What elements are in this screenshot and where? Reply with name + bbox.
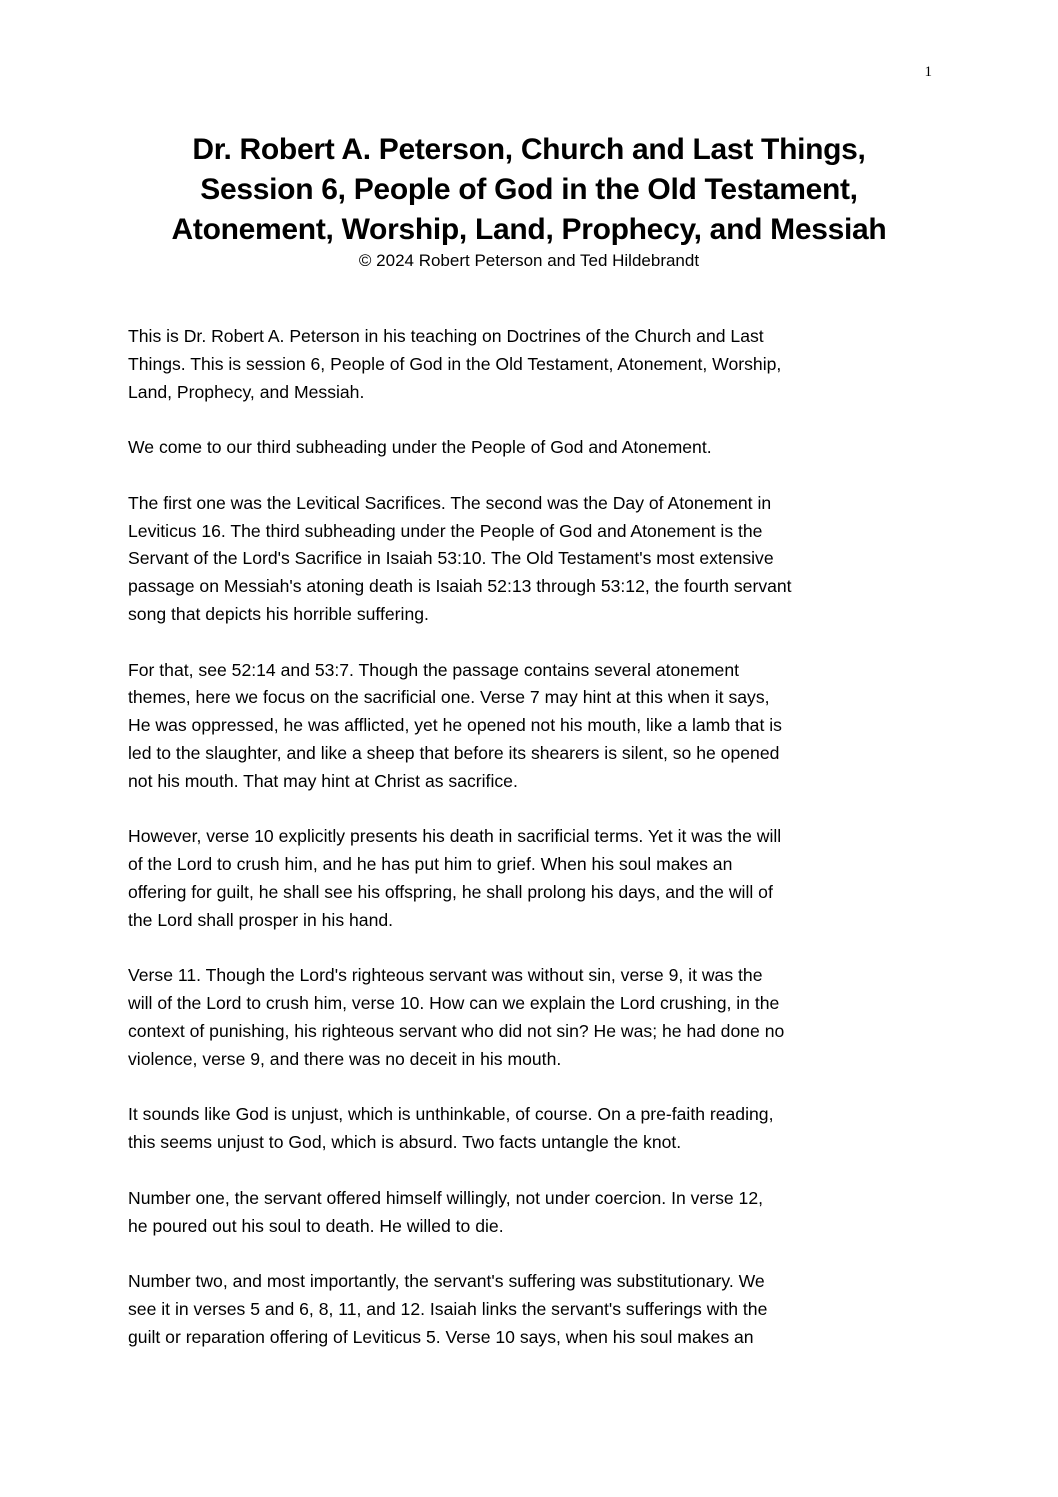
- text-line: It sounds like God is unjust, which is unthinkable, of course. On a pre-faith reading,: [128, 1104, 774, 1125]
- document-body: [128, 323, 928, 1379]
- document-header: [110, 130, 948, 272]
- text-line: guilt or reparation offering of Leviticus 5. Verse 10 says, when his soul makes an: [128, 1326, 754, 1347]
- text-line: themes, here we focus on the sacrificial one. Verse 7 may hint at this when it says,: [128, 687, 770, 708]
- title-line: Dr. Robert A. Peterson, Church and Last Things,: [192, 133, 866, 166]
- paragraph: [128, 962, 928, 1073]
- text-line: of the Lord to crush him, and he has put him to grief. When his soul makes an: [128, 854, 733, 875]
- text-line: Number one, the servant offered himself willingly, not under coercion. In verse 12,: [128, 1187, 764, 1208]
- text-line: Verse 11. Though the Lord's righteous servant was without sin, verse 9, it was the: [128, 965, 763, 986]
- paragraph: [128, 1268, 928, 1351]
- paragraph: [128, 323, 928, 406]
- text-line: the Lord shall prosper in his hand.: [128, 909, 394, 930]
- text-line: He was oppressed, he was afflicted, yet he opened not his mouth, like a lamb that is: [128, 715, 782, 736]
- text-line: this seems unjust to God, which is absurd. Two facts untangle the knot.: [128, 1132, 682, 1153]
- text-line: Leviticus 16. The third subheading under the People of God and Atonement is the: [128, 520, 763, 541]
- title-line: Atonement, Worship, Land, Prophecy, and Messiah: [171, 213, 887, 246]
- text-line: he poured out his soul to death. He willed to die.: [128, 1215, 504, 1236]
- text-line: song that depicts his horrible suffering.: [128, 603, 429, 624]
- text-line: Number two, and most importantly, the servant's suffering was substitutionary. We: [128, 1271, 765, 1292]
- text-line: Land, Prophecy, and Messiah.: [128, 381, 365, 402]
- paragraph: [128, 657, 928, 796]
- page-number: 1: [924, 64, 932, 80]
- text-line: passage on Messiah's atoning death is Isaiah 52:13 through 53:12, the fourth servant: [128, 576, 792, 597]
- copyright-notice: © 2024 Robert Peterson and Ted Hildebrandt: [358, 251, 700, 270]
- text-line: This is Dr. Robert A. Peterson in his teaching on Doctrines of the Church and Last: [128, 326, 764, 346]
- text-line: offering for guilt, he shall see his offspring, he shall prolong his days, and the will of: [128, 881, 773, 902]
- paragraph: [128, 434, 928, 462]
- text-line: violence, verse 9, and there was no deceit in his mouth.: [128, 1048, 562, 1069]
- text-line: Things. This is session 6, People of God in the Old Testament, Atonement, Worship,: [128, 353, 782, 374]
- paragraph: [128, 823, 928, 934]
- text-line: will of the Lord to crush him, verse 10. How can we explain the Lord crushing, in the: [128, 993, 780, 1014]
- paragraph: [128, 1101, 928, 1157]
- text-line: For that, see 52:14 and 53:7. Though the passage contains several atonement: [128, 659, 739, 680]
- text-line: The first one was the Levitical Sacrifices. The second was the Day of Atonement in: [128, 492, 772, 513]
- text-line: We come to our third subheading under the People of God and Atonement.: [128, 437, 712, 458]
- title-line: Session 6, People of God in the Old Testament,: [200, 173, 858, 206]
- document-title: [110, 130, 948, 250]
- paragraph: [128, 1185, 928, 1241]
- text-line: However, verse 10 explicitly presents his death in sacrificial terms. Yet it was the will: [128, 826, 782, 847]
- text-line: Servant of the Lord's Sacrifice in Isaiah 53:10. The Old Testament's most extensive: [128, 548, 774, 569]
- text-line: not his mouth. That may hint at Christ as sacrifice.: [128, 770, 518, 791]
- text-line: led to the slaughter, and like a sheep that before its shearers is silent, so he opened: [128, 742, 780, 763]
- text-line: see it in verses 5 and 6, 8, 11, and 12. Isaiah links the servant's sufferings with the: [128, 1298, 768, 1319]
- paragraph: [128, 490, 928, 629]
- text-line: context of punishing, his righteous servant who did not sin? He was; he had done no: [128, 1020, 785, 1041]
